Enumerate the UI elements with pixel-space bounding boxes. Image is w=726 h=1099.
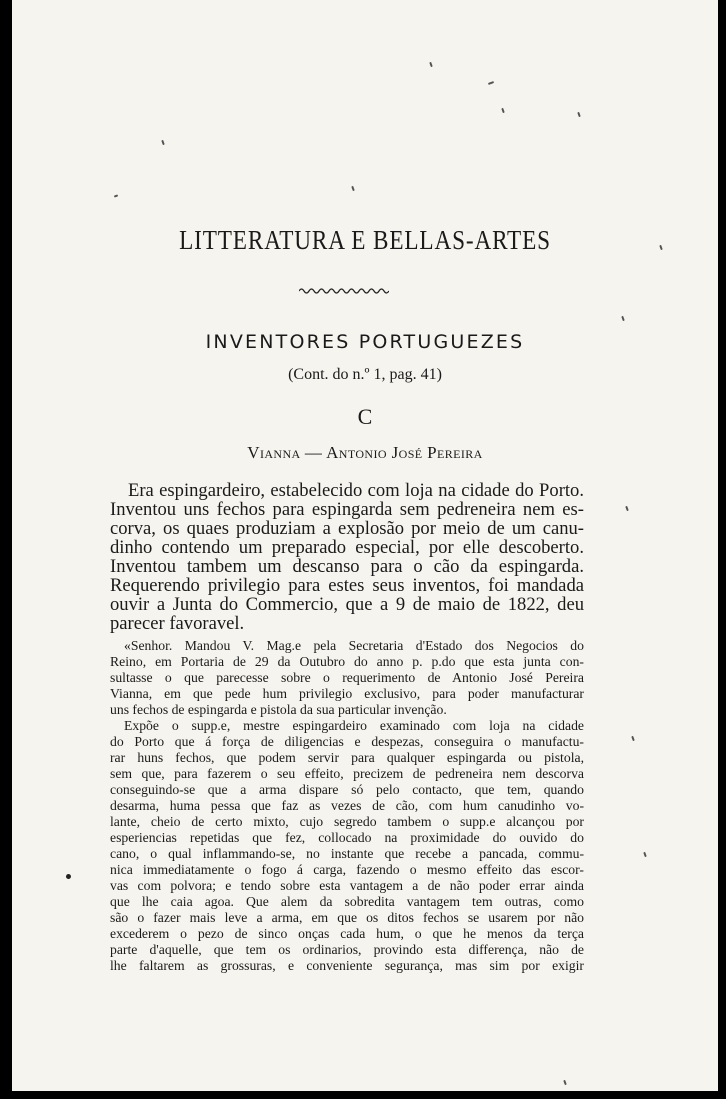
wavy-rule-ornament <box>299 287 389 295</box>
scan-speck <box>631 736 635 741</box>
quote-line: do Porto que á força de diligencias e despezas, conseguira o manufactu- <box>110 734 584 749</box>
quote-line: esperiencias repetidas que fez, collocado na proximidade do ouvido do <box>110 830 584 845</box>
section-title: LITTERATURA E BELLAS-ARTES <box>179 225 551 255</box>
intro-line: corva, os quaes produziam a explosão por meio de um canu- <box>110 518 584 539</box>
scan-speck <box>625 506 629 511</box>
quote-line: Vianna, em que pede hum privilegio exclusivo, para poder manufacturar <box>110 686 584 701</box>
quote-line: cano, o qual inflammando-se, no instante que recebe a pancada, commu- <box>110 846 584 861</box>
quote-line: uns fechos de espingarda e pistola da sua particular invenção. <box>110 702 447 717</box>
quote-line: que lhe caia agoa. Que alem da sobredita vantagem tem outras, como <box>110 894 584 909</box>
intro-line: parecer favoravel. <box>110 613 245 634</box>
intro-line: ouvir a Junta do Commercio, que a 9 de maio de 1822, deu <box>110 594 584 615</box>
alphabetical-letter-heading: C <box>357 404 373 429</box>
entry-heading <box>12 443 718 463</box>
quote-line: lhe faltarem as grossuras, e conveniente segurança, mas sim por exigir <box>110 958 584 973</box>
entry-place: Vianna <box>247 443 301 462</box>
scan-speck <box>621 316 625 321</box>
intro-line: Inventou tambem um descanso para o cão da espingarda. <box>110 556 584 577</box>
scan-speck <box>161 140 165 145</box>
quote-line: parte d'aquelle, que tem os ordinarios, provindo esta differença, não de <box>110 942 584 957</box>
quote-line: desarma, huma pessa que faz as vezes de cão, com hum canudinho vo- <box>110 798 584 813</box>
quote-line: nica immediatamente o fogo á carga, fazendo o mesmo effeito das escor- <box>110 862 584 877</box>
scan-speck <box>563 1080 567 1085</box>
quote-line: sultasse o que parecesse sobre o requerimento de Antonio José Pereira <box>110 670 584 685</box>
intro-line: Requerendo privilegio para estes seus inventos, foi mandada <box>110 575 584 596</box>
intro-line: Era espingardeiro, estabelecido com loja na cidade do Porto. <box>128 480 584 501</box>
quote-line: Expõe o supp.e, mestre espingardeiro examinado com loja na cidade <box>124 718 584 733</box>
scan-speck <box>577 112 581 117</box>
entry-name: Antonio José Pereira <box>326 443 483 462</box>
continuation-note: (Cont. do n.º 1, pag. 41) <box>288 366 442 383</box>
quote-line: vas com polvora; e tendo sobre esta vantagem a de não poder errar ainda <box>110 878 584 893</box>
intro-line: dinho contendo um preparado especial, por elle descoberto. <box>110 537 584 558</box>
quote-line: conseguindo-se que a arma dispare só pelo contacto, que tem, quando <box>110 782 584 797</box>
scan-speck <box>114 194 118 197</box>
quote-line: rar huns fechos, que podem servir para qualquer espingarda ou pistola, <box>110 750 584 765</box>
quote-line: Reino, em Portaria de 29 da Outubro do anno p. p.do que esta junta con- <box>110 654 584 669</box>
scan-speck <box>643 852 647 857</box>
quote-line: são o fazer mais leve a arma, em que os ditos fechos se usarem por não <box>110 910 584 925</box>
scan-speck <box>488 81 494 85</box>
scan-speck <box>429 62 433 67</box>
entry-dash: — <box>300 443 327 462</box>
quote-line: excederem o pezo de sinco onças cada hum, o que he menos da terça <box>110 926 584 941</box>
quote-line: sem que, para fazerem o seu effeito, precizem de pedreneira nem descorva <box>110 766 584 781</box>
scan-speck <box>65 873 71 879</box>
intro-line: Inventou uns fechos para espingarda sem pedreneira nem es- <box>110 499 584 520</box>
scan-speck <box>501 108 505 113</box>
document-page <box>12 0 718 1091</box>
quote-line: «Senhor. Mandou V. Mag.e pela Secretaria d'Estado dos Negocios do <box>124 638 584 653</box>
article-title: INVENTORES PORTUGUEZES <box>205 331 525 353</box>
scan-speck <box>351 186 355 191</box>
quote-line: lante, cheio de certo mixto, cujo segredo tambem o supp.e alcançou por <box>110 814 584 829</box>
